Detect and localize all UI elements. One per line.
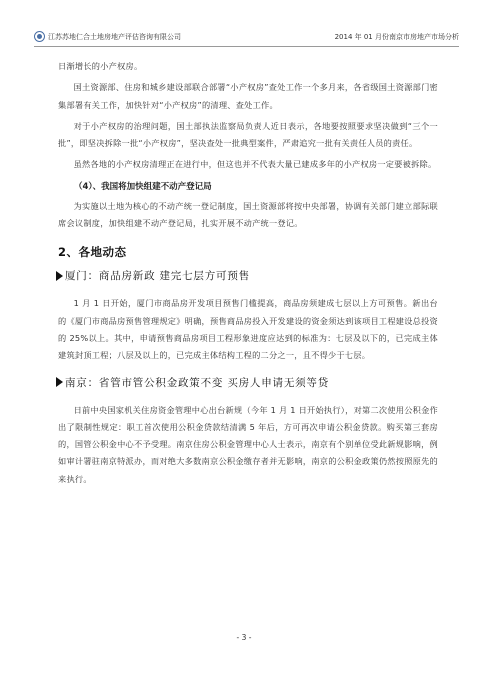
document-body bbox=[58, 58, 438, 492]
paragraph-continuation: 日渐增长的小产权房。 bbox=[58, 61, 143, 71]
company-name: 江苏苏地仁合土地房地产评估咨询有限公司 bbox=[48, 33, 181, 41]
news-title-text: 南京：省管市管公积金政策不变 买房人申请无须等贷 bbox=[65, 376, 330, 389]
news-title-text: 厦门：商品房新政 建完七层方可预售 bbox=[65, 270, 250, 283]
paragraph-governance: 对于小产权房的治理问题，国土部执法监察局负责人近日表示，各地要按照要求坚决做到“三个一批”，即坚决拆除一批“小产权房”，坚决查处一批典型案件，严肃追究一批有关责任人员的责任。 bbox=[58, 120, 438, 149]
paragraph-deployment: 国土资源部、住房和城乡建设部联合部署“小产权房”查处工作一个多月来，各省级国土资源部门密集部署有关工作，加快针对“小产权房”的清理、查处工作。 bbox=[58, 82, 438, 110]
section-heading: 2、各地动态 bbox=[58, 245, 127, 260]
page-header bbox=[34, 30, 459, 47]
subsection-heading: （4）、我国将加快组建不动产登记局 bbox=[74, 181, 212, 192]
arrow-bullet-icon bbox=[56, 271, 63, 281]
news-body-nanjing: 日前中央国家机关住房资金管理中心出台新规（今年 1 月 1 日开始执行），对第二次使用公积金作出了限制性规定：职工首次使用公积金贷款结清满 5 年后，方可再次申请公积金贷款。购买第三套房的，国管公积金中心不予受理。南京住房公积金管理中心人士表示，南京有个别单位受此新规影响，例如审计署驻南京特派办，而对绝大多数南京公积金缴存者并无影响，南京的公积金政策仍然按照原先的来执行。 bbox=[58, 404, 438, 484]
report-title: 2014 年 01 月份南京市房地产市场分析 bbox=[334, 33, 459, 41]
paragraph-registration: 为实施以土地为核心的不动产统一登记制度，国土资源部将按中央部署，协调有关部门建立部际联席会议制度，加快组建不动产登记局，扎实开展不动产统一登记。 bbox=[58, 200, 438, 229]
company-logo-icon bbox=[34, 31, 45, 42]
news-title-nanjing bbox=[56, 375, 438, 390]
news-title-xiamen bbox=[56, 268, 438, 283]
paragraph-clearance: 虽然各地的小产权房清理正在进行中，但这也并不代表大量已建成多年的小产权房一定要被拆除。 bbox=[73, 159, 437, 170]
news-body-xiamen: 1 月 1 日开始，厦门市商品房开发项目预售门槛提高，商品房须建成七层以上方可预售。新出台的《厦门市商品房预售管理规定》明确，预售商品房投入开发建设的资金须达到该项目工程建设总投资的 25%以上。其中，申请预售商品房项目工程形象进度应达到的标准为：七层及以下的，已完成主体建筑封顶工程；八层及以上的，已完成主体结构工程的二分之一，且不得少于七层。 bbox=[58, 298, 438, 361]
page-number: - 3 - bbox=[236, 633, 252, 642]
arrow-bullet-icon bbox=[56, 377, 63, 387]
